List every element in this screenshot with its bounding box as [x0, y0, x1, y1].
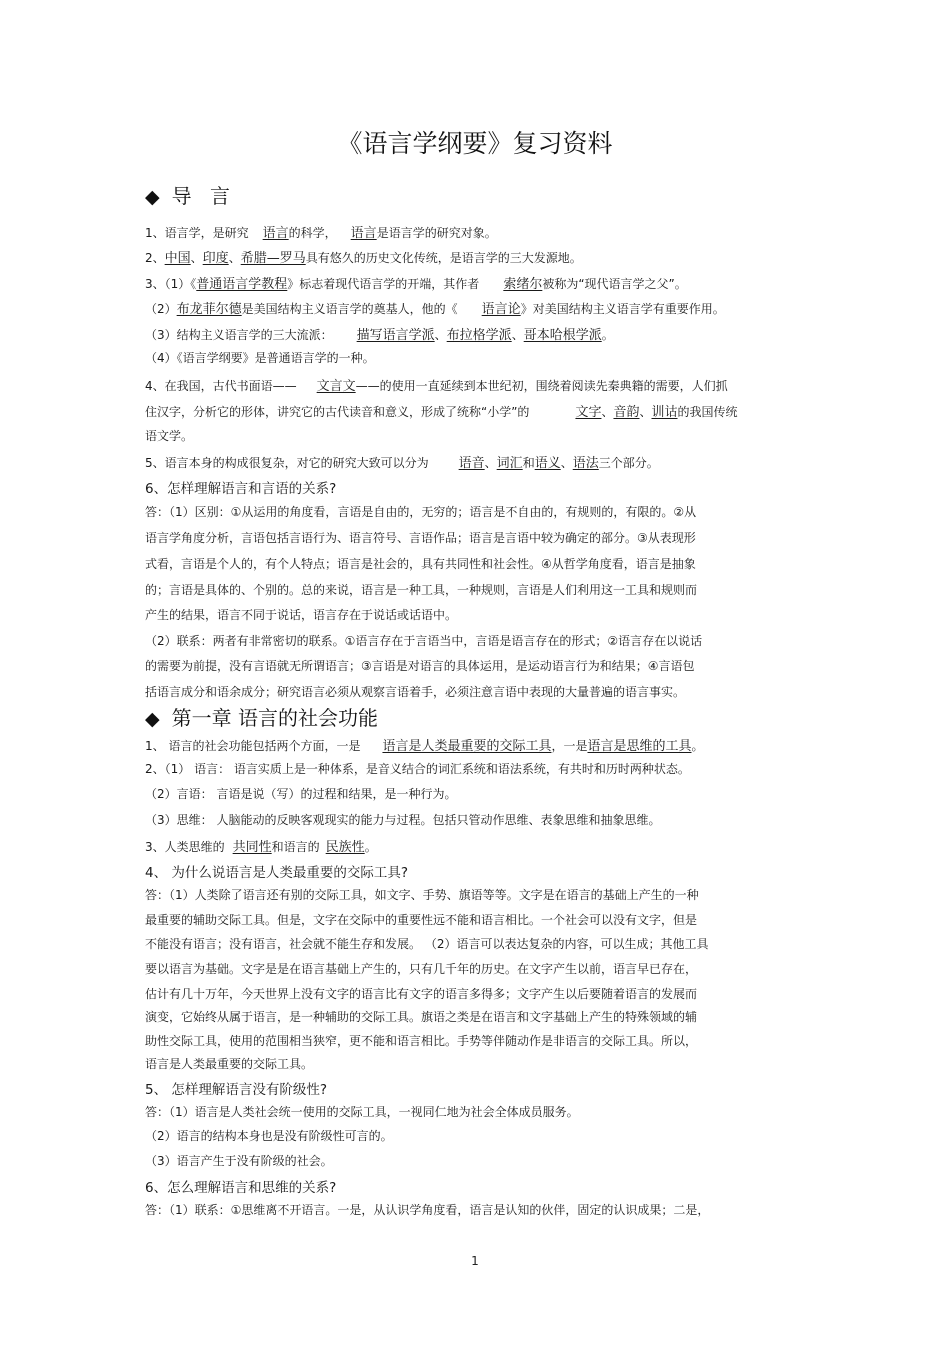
- answer-line: 答：（1）联系：①思维离不开语言。一是，从认识学角度看，语言是认知的伙伴，固定的认识成果；二是，: [145, 1203, 710, 1217]
- answer-line: 括语言成分和语余成分；研究语言必须从观察言语着手，必须注意言语中表现的大量普遍的语言事实。: [145, 685, 686, 699]
- answer-line: 不能没有语言；没有语言，社会就不能生存和发展。 （2）语言可以表达复杂的内容，可以生成；其他工具: [145, 937, 709, 951]
- answer-line: 助性交际工具，使用的范围相当狭窄，更不能和语言相比。手势等伴随动作是非语言的交际工具。所以，: [145, 1034, 698, 1048]
- fill-answer: 民族性: [325, 840, 365, 855]
- answer-line: 的需要为前提，没有言语就无所谓语言；③言语是对语言的具体运用，是运动语言行为和结果；④言语包: [145, 659, 695, 673]
- intro-line-3: [145, 273, 687, 292]
- text: 3、人类思维的: [145, 840, 225, 854]
- intro-line-7: [145, 375, 728, 394]
- fill-answer: 语言是人类最重要的交际工具: [382, 739, 552, 754]
- text: 》对美国结构主义语言学有重要作用。: [520, 302, 725, 316]
- text: 。: [601, 328, 614, 342]
- text: ——的使用一直延续到本世纪初，围绕着阅读先秦典籍的需要，人们抓: [355, 379, 728, 393]
- question-6-intro: 6、怎样理解语言和言语的关系?: [145, 481, 337, 497]
- fill-answer: 语言: [262, 226, 289, 241]
- page-number: 1: [471, 1254, 479, 1268]
- answer-line: （3）语言产生于没有阶级的社会。: [145, 1154, 333, 1168]
- fill-answer: 文字: [575, 405, 602, 420]
- text: 4、在我国，古代书面语——: [145, 379, 297, 393]
- text: 、: [560, 456, 573, 470]
- answer-line: （2）语言的结构本身也是没有阶级性可言的。: [145, 1129, 393, 1143]
- fill-answer: 语言论: [481, 302, 521, 317]
- text: （2）: [145, 302, 177, 316]
- answer-line: 产生的结果，语言不同于说话，语言存在于说话或话语中。: [145, 608, 458, 622]
- fill-answer: 词汇: [496, 456, 523, 471]
- intro-line-9: [145, 427, 193, 444]
- answer-line: 演变，它始终从属于语言，是一种辅助的交际工具。旗语之类是在语言和文字基础上产生的特殊领域的辅: [145, 1010, 698, 1024]
- text: 5、语言本身的构成很复杂，对它的研究大致可以分为: [145, 456, 429, 470]
- text: 、: [228, 251, 241, 265]
- text: （3）结构主义语言学的三大流派：: [145, 328, 333, 342]
- fill-answer: 中国: [164, 251, 191, 266]
- fill-answer: 语言是思维的工具: [587, 739, 692, 754]
- answer-line: 的；言语是具体的、个别的。总的来说，语言是一种工具，一种规则，言语是人们利用这一工具和规则而: [145, 583, 698, 597]
- answer-line: （2）联系：两者有非常密切的联系。①语言存在于言语当中，言语是语言存在的形式；②语言存在以说话: [145, 634, 703, 648]
- text: 。: [364, 840, 377, 854]
- text: 的我国传统: [677, 405, 738, 419]
- question-6: 6、怎么理解语言和思维的关系?: [145, 1180, 337, 1196]
- text: 3、（1）《: [145, 277, 197, 291]
- fill-answer: 语言: [350, 226, 377, 241]
- diamond-bullet-icon: ◆: [145, 708, 160, 730]
- answer-line: 答：（1）区别：①从运用的角度看，言语是自由的，无穷的；语言是不自由的，有规则的，有限的。②从: [145, 505, 697, 519]
- answer-line: 式看，言语是个人的，有个人特点；语言是社会的，具有共同性和社会性。④从哲学角度看，语言是抽象: [145, 557, 696, 571]
- fill-answer: 共同性: [232, 840, 272, 855]
- fill-answer: 印度: [202, 251, 229, 266]
- text: 、: [639, 405, 652, 419]
- text: 、: [484, 456, 497, 470]
- document-title: 《语言学纲要》复习资料: [337, 129, 613, 158]
- answer-line: 要以语言为基础。文字是是在语言基础上产生的，只有几千年的历史。在文字产生以前，语言早已存在，: [145, 962, 698, 976]
- fill-answer: 语音: [458, 456, 485, 471]
- fill-answer: 文言文: [316, 379, 356, 394]
- fill-answer: 训诂: [651, 405, 678, 420]
- text: 和语言的: [271, 840, 320, 854]
- text: 和: [522, 456, 535, 470]
- intro-line-4: [145, 298, 725, 317]
- intro-line-10: [145, 452, 659, 471]
- fill-answer: 布龙菲尔德: [176, 302, 242, 317]
- answer-line: 语言学角度分析，言语包括言语行为、语言符号、言语作品；语言是言语中较为确定的部分。③从表现形: [145, 531, 696, 545]
- ch1-line-3: （2）言语： 言语是说（写）的过程和结果，是一种行为。: [145, 787, 457, 801]
- intro-line-2: [145, 247, 582, 266]
- text: 、: [190, 251, 203, 265]
- text: 是美国结构主义语言学的奠基人，他的《: [241, 302, 458, 316]
- fill-answer: 音韵: [613, 405, 640, 420]
- question-4: 4、 为什么说语言是人类最重要的交际工具?: [145, 865, 409, 881]
- ch1-line-1: [145, 735, 704, 754]
- fill-answer: 希腊—罗马: [240, 251, 306, 266]
- answer-line: 答：（1）人类除了语言还有别的交际工具，如文字、手势、旗语等等。文字是在语言的基础上产生的一种: [145, 888, 699, 902]
- ch1-line-4: （3）思维： 人脑能动的反映客观现实的能力与过程。包括只管动作思维、表象思维和抽象思维。: [145, 813, 661, 827]
- section-heading-text: 第一章 语言的社会功能: [171, 706, 378, 730]
- fill-answer: 索绪尔: [503, 277, 543, 292]
- text: 被称为“现代语言学之父”。: [542, 277, 687, 291]
- text: 三个部分。: [598, 456, 659, 470]
- text: 、: [601, 405, 614, 419]
- section-heading-chapter-1: [145, 702, 378, 731]
- fill-answer: 布拉格学派: [446, 328, 512, 343]
- intro-line-8: [145, 401, 738, 420]
- text: 语文学。: [145, 429, 194, 443]
- fill-answer: 语义: [534, 456, 561, 471]
- ch1-line-2: 2、（1） 语言： 语言实质上是一种体系，是音义结合的词汇系统和语法系统，有共时和历时两种状态。: [145, 762, 690, 776]
- fill-answer: 哥本哈根学派: [523, 328, 602, 343]
- intro-line-5: [145, 324, 614, 343]
- section-heading-text: 导 言: [171, 184, 236, 208]
- ch1-line-5: [145, 836, 377, 855]
- text: 、: [434, 328, 447, 342]
- text: 是语言学的研究对象。: [376, 226, 497, 240]
- fill-answer: 语法: [572, 456, 599, 471]
- answer-line: 语言是人类最重要的交际工具。: [145, 1057, 314, 1071]
- text: 1、 语言的社会功能包括两个方面，一是: [145, 739, 361, 753]
- question-5: 5、 怎样理解语言没有阶级性?: [145, 1082, 328, 1098]
- fill-answer: 描写语言学派: [356, 328, 435, 343]
- text: 。: [691, 739, 704, 753]
- answer-line: 答：（1）语言是人类社会统一使用的交际工具，一视同仁地为社会全体成员服务。: [145, 1105, 579, 1119]
- text: 具有悠久的历史文化传统，是语言学的三大发源地。: [305, 251, 582, 265]
- fill-answer: 普通语言学教程: [196, 277, 288, 292]
- diamond-bullet-icon: ◆: [145, 186, 160, 208]
- text: ，一是: [551, 739, 588, 753]
- text: 1、语言学，是研究: [145, 226, 249, 240]
- text: （4）《语言学纲要》是普通语言学的一种。: [145, 351, 375, 365]
- text: 》标志着现代语言学的开端，其作者: [287, 277, 480, 291]
- intro-line-6: [145, 349, 375, 366]
- intro-line-1: [145, 222, 497, 241]
- answer-line: 估计有几十万年，今天世界上没有文字的语言比有文字的语言多得多；文字产生以后要随着语言的发展而: [145, 987, 698, 1001]
- text: 、: [511, 328, 524, 342]
- section-heading-intro: [145, 180, 236, 209]
- answer-line: 最重要的辅助交际工具。但是，文字在交际中的重要性远不能和语言相比。一个社会可以没有文字，但是: [145, 913, 698, 927]
- text: 住汉字，分析它的形体，讲究它的古代读音和意义，形成了统称“小学”的: [145, 405, 530, 419]
- text: 的科学，: [288, 226, 337, 240]
- text: 2、: [145, 251, 165, 265]
